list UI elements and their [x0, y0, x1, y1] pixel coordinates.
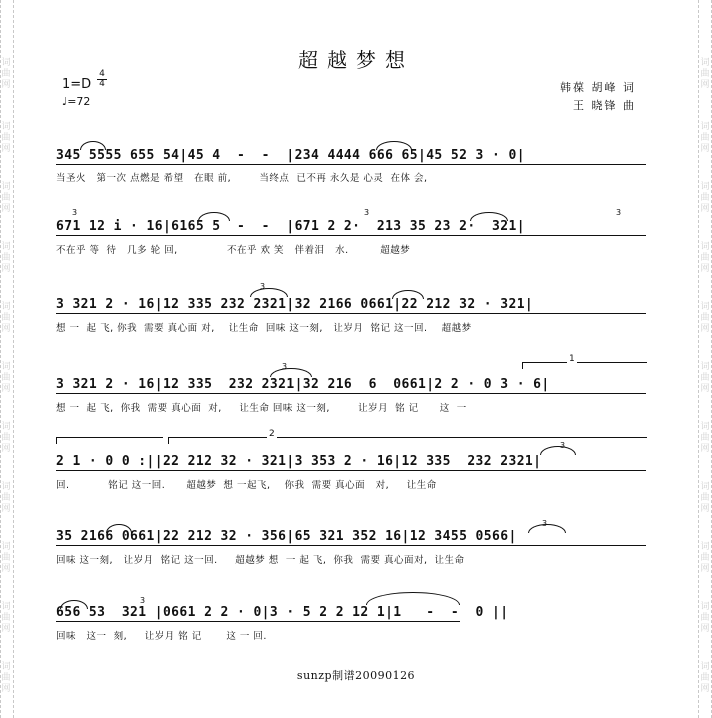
watermark-text: 词曲网	[700, 362, 710, 394]
triplet-mark: 3	[72, 208, 78, 217]
watermark-text: 词曲网	[700, 542, 710, 574]
underline-beam	[56, 235, 646, 236]
watermark-text: 词曲网	[1, 602, 11, 634]
watermark-text: 词曲网	[700, 58, 710, 90]
second-ending-bracket	[168, 429, 647, 444]
watermark-text: 词曲网	[1, 242, 11, 274]
lyric-line: 想 一 起 飞, 你我 需要 真心面 对, 让生命 回味 这一刻, 让岁月 铭记 这一回. 超越梦	[56, 323, 472, 334]
triplet-mark: 3	[140, 596, 146, 605]
volta-number: 2	[269, 429, 275, 439]
lyric-line: 当圣火 第一次 点燃是 希望 在眼 前, 当终点 已不再 永久是 心灵 在体 会,	[56, 173, 428, 184]
watermark-text: 词曲网	[1, 662, 11, 694]
underline-beam	[56, 545, 646, 546]
triplet-mark: 3	[364, 208, 370, 217]
meter-top: 4	[99, 69, 105, 79]
music-line: 2 1 · 0 0 :||22 212 32 · 321|3 353 2 · 16|12 335 232 2321|	[56, 454, 542, 469]
underline-beam	[56, 470, 646, 471]
slur	[270, 368, 312, 377]
key-signature: 1=D	[62, 77, 92, 92]
underline-beam	[56, 164, 646, 165]
watermark-text: 词曲网	[700, 182, 710, 214]
triplet-mark: 3	[260, 282, 266, 291]
watermark-text: 词曲网	[700, 422, 710, 454]
lyric-line: 不在乎 等 待 几多 轮 回, 不在乎 欢 笑 伴着泪 水. 超越梦	[56, 245, 411, 256]
slur	[250, 288, 288, 297]
watermark-text: 词曲网	[1, 58, 11, 90]
triplet-mark: 3	[560, 441, 566, 450]
underline-beam	[56, 621, 460, 622]
meter-bottom: 4	[99, 79, 105, 89]
music-line: 345 5555 655 54|45 4 - - |234 4444 666 65|45 52 3 · 0|	[56, 148, 525, 163]
underline-beam	[56, 313, 646, 314]
watermark-text: 词曲网	[700, 602, 710, 634]
song-title: 超越梦想	[298, 48, 414, 72]
underline-beam	[56, 393, 646, 394]
lyricist-credit: 韩葆 胡峰 词	[560, 81, 636, 94]
triplet-mark: 3	[282, 362, 288, 371]
triplet-mark: 3	[616, 208, 622, 217]
tie	[366, 592, 460, 605]
watermark-text: 词曲网	[1, 302, 11, 334]
lyric-line: 回味 这一 刻, 让岁月 铭 记 这 一 回.	[56, 631, 267, 642]
watermark-text: 词曲网	[700, 482, 710, 514]
watermark-text: 词曲网	[1, 122, 11, 154]
composer-credit: 王 晓锋 曲	[573, 99, 636, 112]
lyric-line: 想 一 起 飞, 你我 需要 真心面 对, 让生命 回味 这一刻, 让岁月 铭 记 这 一	[56, 403, 467, 414]
music-line: 3 321 2 · 16|12 335 232 2321|32 216 6 0661|2 2 · 0 3 · 6|	[56, 377, 550, 392]
first-ending-bracket	[522, 354, 647, 369]
watermark-text: 词曲网	[700, 242, 710, 274]
music-line: 35 2166 0661|22 212 32 · 356|65 321 352 16|12 3455 0566|	[56, 529, 517, 544]
watermark-text: 词曲网	[1, 542, 11, 574]
watermark-text: 词曲网	[1, 182, 11, 214]
watermark-text: 词曲网	[1, 482, 11, 514]
first-ending-continuation	[56, 437, 163, 444]
lyric-line: 回味 这一刻, 让岁月 铭记 这一回. 超越梦 想 一 起 飞, 你我 需要 真心面对, 让生命	[56, 555, 465, 566]
music-line: 3 321 2 · 16|12 335 232 2321|32 2166 0661|22 212 32 · 321|	[56, 297, 534, 312]
watermark-text: 词曲网	[700, 122, 710, 154]
watermark-text: 词曲网	[1, 362, 11, 394]
transcriber-footer: sunzp制谱20090126	[296, 669, 416, 682]
watermark-text: 词曲网	[1, 422, 11, 454]
music-line: 671 12 i · 16|6165 5 - - |671 2 2· 213 35 23 2· 321|	[56, 219, 525, 234]
volta-number: 1	[569, 354, 575, 364]
tempo-marking: ♩=72	[62, 95, 91, 108]
watermark-text: 词曲网	[700, 302, 710, 334]
time-signature	[96, 70, 108, 89]
triplet-mark: 3	[542, 519, 548, 528]
watermark-text: 词曲网	[700, 662, 710, 694]
lyric-line: 回. 铭记 这一回. 超越梦 想 一起飞, 你我 需要 真心面 对, 让生命	[56, 480, 437, 491]
music-line: 656 53 321 |0661 2 2 · 0|3 · 5 2 2 12 1|1 - - 0 ||	[56, 605, 509, 620]
